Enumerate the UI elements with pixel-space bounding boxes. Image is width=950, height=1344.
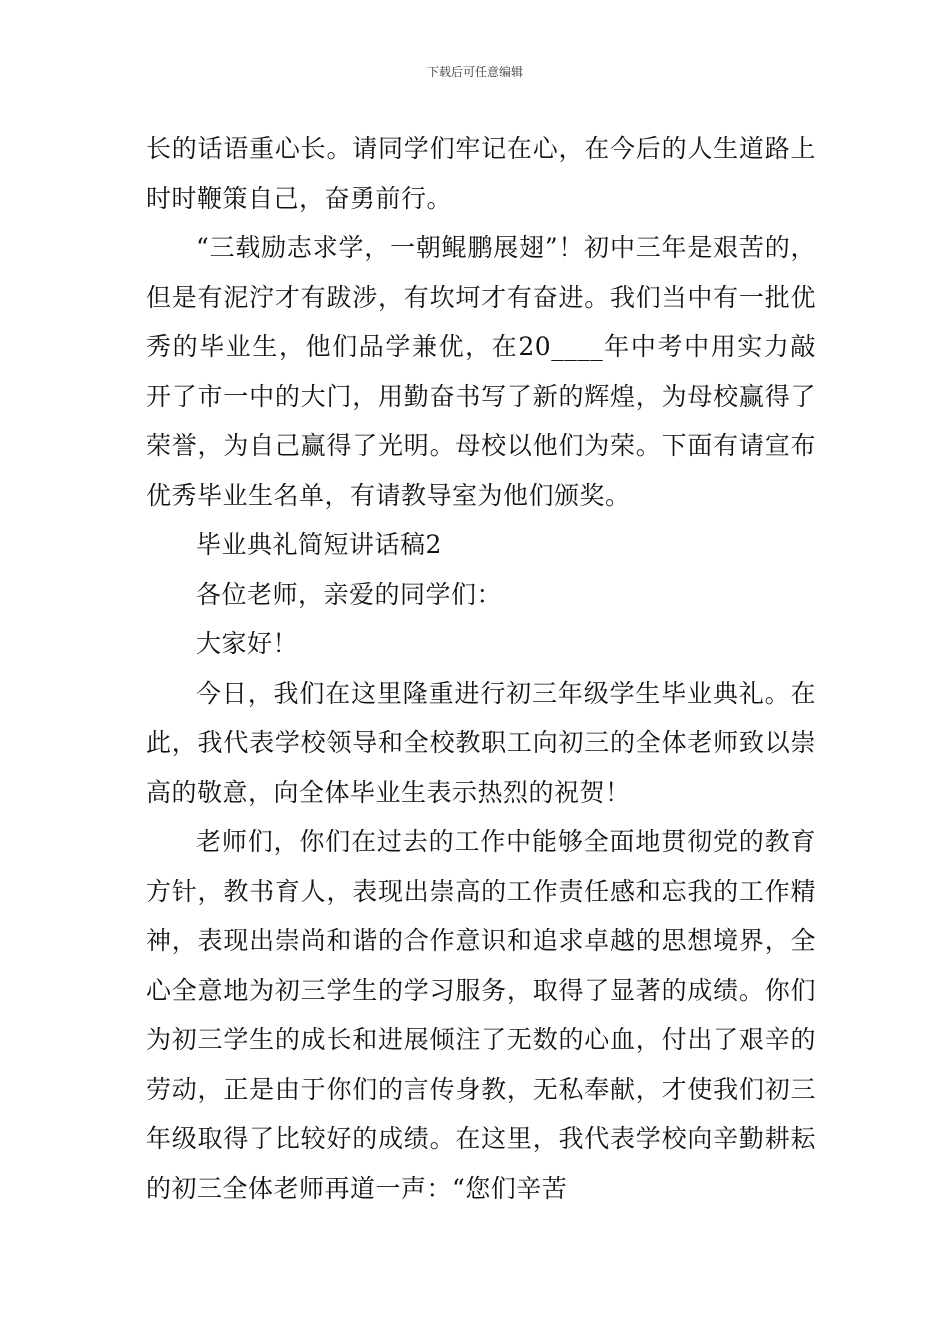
greeting-line: 大家好！ [196, 629, 299, 658]
section-heading: 毕业典礼简短讲话稿2 [196, 530, 442, 559]
paragraph-continuation: 长的话语重心长。请同学们牢记在心，在今后的人生道路上时时鞭策自己，奋勇前行。 [146, 134, 816, 213]
header-note: 下载后可任意编辑 [426, 65, 523, 79]
paragraph-ceremony: 今日，我们在这里隆重进行初三年级学生毕业典礼。在此，我代表学校领导和全校教职工向初三的全体老师致以崇高的敬意，向全体毕业生表示热烈的祝贺！ [146, 678, 816, 807]
paragraph-graduates: “三载励志求学，一朝鲲鹏展翅”！初中三年是艰苦的，但是有泥泞才有跋涉，有坎坷才有奋进。我们当中有一批优秀的毕业生，他们品学兼优，在20____年中考中用实力敲开了市一中的大门，用勤奋书写了新的辉煌，为母校赢得了荣誉，为自己赢得了光明。母校以他们为荣。下面有请宣布优秀毕业生名单，有请教导室为他们颁奖。 [146, 233, 816, 510]
document-body [146, 124, 816, 1213]
paragraph-teachers: 老师们，你们在过去的工作中能够全面地贯彻党的教育方针，教书育人，表现出崇高的工作责任感和忘我的工作精神，表现出崇尚和谐的合作意识和追求卓越的思想境界，全心全意地为初三学生的学习服务，取得了显著的成绩。你们为初三学生的成长和进展倾注了无数的心血，付出了艰辛的劳动，正是由于你们的言传身教，无私奉献，才使我们初三年级取得了比较好的成绩。在这里，我代表学校向辛勤耕耘的初三全体老师再道一声：“您们辛苦 [146, 827, 816, 1203]
salutation: 各位老师，亲爱的同学们： [196, 579, 503, 609]
